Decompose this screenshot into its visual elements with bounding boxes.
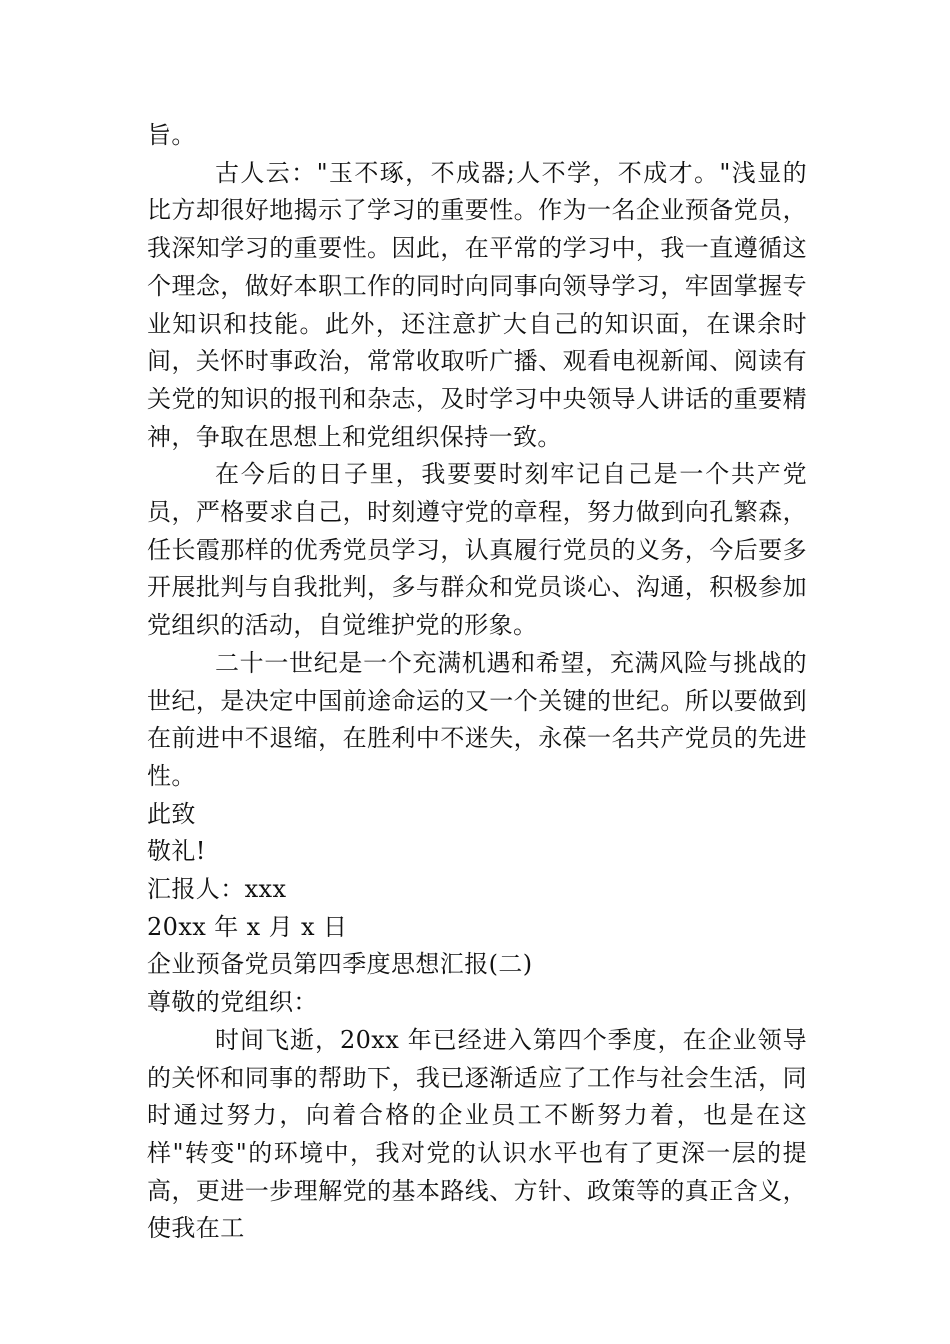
paragraph-twenty-first-century: 二十一世纪是一个充满机遇和希望，充满风险与挑战的世纪，是决定中国前途命运的又一个关键的世纪。所以要做到在前进中不退缩，在胜利中不迷失，永葆一名共产党员的先进性。	[147, 648, 807, 790]
closing-cizhi: 此致	[147, 799, 196, 828]
paragraph-learning: 古人云："玉不琢，不成器;人不学，不成才。"浅显的比方却很好地揭示了学习的重要性。作为一名企业预备党员，我深知学习的重要性。因此，在平常的学习中，我一直遵循这个理念，做好本职工作的同时向同事向领导学习，牢固掌握专业知识和技能。此外，还注意扩大自己的知识面，在课余时间，关怀时事政治，常常收取听广播、观看电视新闻、阅读有关党的知识的报刊和杂志，及时学习中央领导人讲话的重要精神，争取在思想上和党组织保持一致。	[147, 158, 807, 451]
closing-jingli: 敬礼!	[147, 837, 206, 866]
salutation: 尊敬的党组织：	[147, 988, 318, 1017]
paragraph-future-days: 在今后的日子里，我要要时刻牢记自己是一个共产党员，严格要求自己，时刻遵守党的章程，努力做到向孔繁森，任长霞那样的优秀党员学习，认真履行党员的义务，今后要多开展批判与自我批判，多与群众和党员谈心、沟通，积极参加党组织的活动，自觉维护党的形象。	[147, 460, 807, 640]
paragraph-continuation: 旨。	[147, 121, 196, 149]
paragraph-time-flies: 时间飞逝，20xx 年已经进入第四个季度，在企业领导的关怀和同事的帮助下，我已逐渐适应了工作与社会生活，同时通过努力，向着合格的企业员工不断努力着，也是在这样"转变"的环境中，我对党的认识水平也有了更深一层的提高，更进一步理解党的基本路线、方针、政策等的真正含义，使我在工	[147, 1025, 807, 1243]
reporter-line: 汇报人：xxx	[147, 875, 287, 904]
document-body	[147, 117, 807, 1248]
date-line: 20xx 年 x 月 x 日	[147, 912, 348, 941]
section-title: 企业预备党员第四季度思想汇报(二)	[147, 950, 533, 979]
